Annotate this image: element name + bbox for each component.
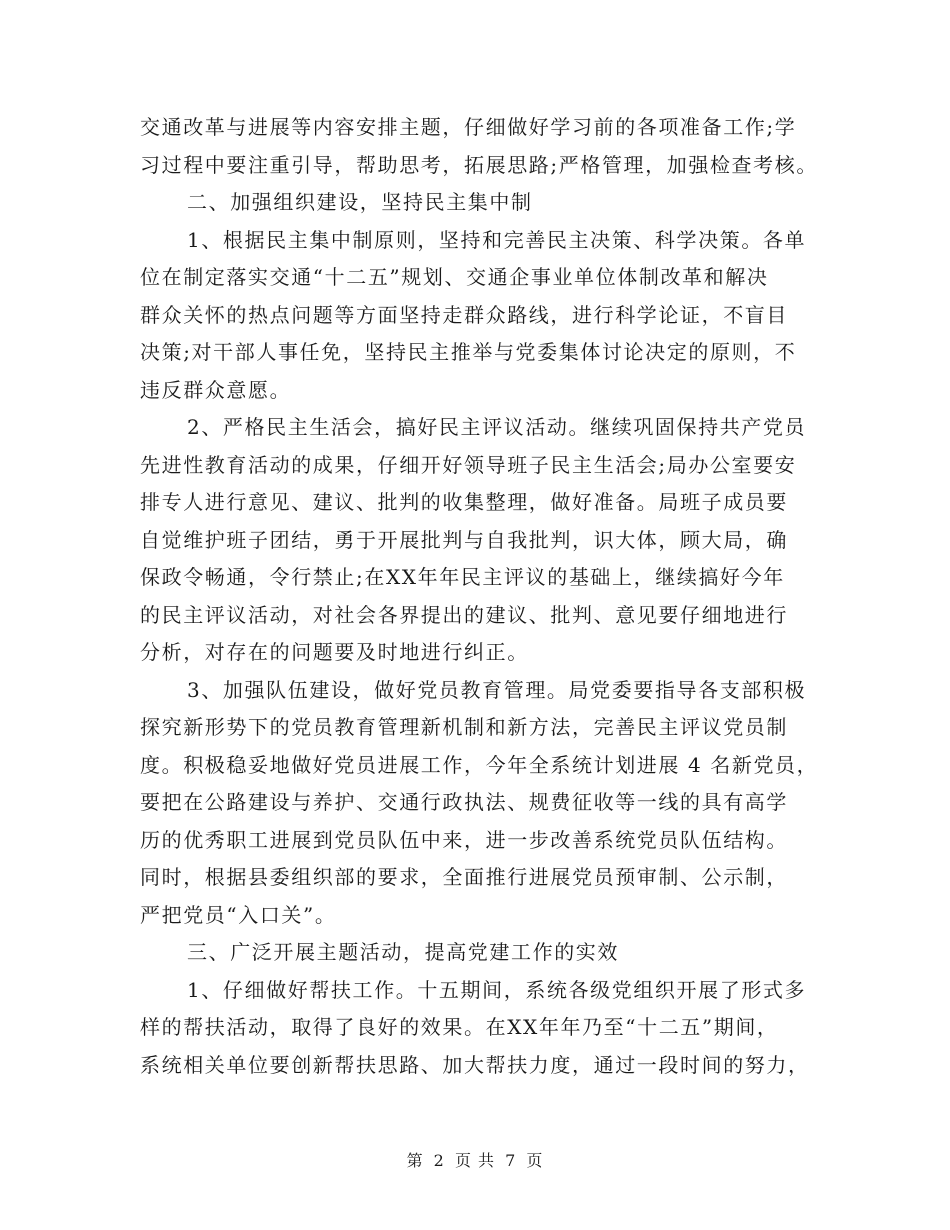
text-line: 系统相关单位要创新帮扶思路、加大帮扶力度，通过一段时间的努力， <box>140 1053 810 1077</box>
footer-prefix: 第 <box>406 1151 424 1170</box>
section-heading: 三、广泛开展主题活动，提高党建工作的实效 <box>187 940 619 964</box>
text-line: 同时，根据县委组织部的要求，全面推行进展党员预审制、公示制， <box>140 865 788 889</box>
text-line: 决策;对干部人事任免，坚持民主推举与党委集体讨论决定的原则，不 <box>140 340 797 364</box>
text-line: 3、加强队伍建设，做好党员教育管理。局党委要指导各支部积极 <box>187 678 807 702</box>
page-footer <box>0 1150 950 1172</box>
text-line: 分析，对存在的问题要及时地进行纠正。 <box>140 640 529 664</box>
text-line: 探究新形势下的党员教育管理新机制和新方法，完善民主评议党员制 <box>140 715 788 739</box>
text-line: 违反群众意愿。 <box>140 378 292 402</box>
text-line: 排专人进行意见、建议、批判的收集整理，做好准备。局班子成员要 <box>140 490 788 514</box>
text-line: 历的优秀职工进展到党员队伍中来，进一步改善系统党员队伍结构。 <box>140 828 788 852</box>
footer-suffix: 页 <box>526 1151 544 1170</box>
text-line: 2、严格民主生活会，搞好民主评议活动。继续巩固保持共产党员 <box>187 415 807 439</box>
text-line: 习过程中要注重引导，帮助思考，拓展思路;严格管理，加强检查考核。 <box>140 153 818 177</box>
text-line: 样的帮扶活动，取得了良好的效果。在XX年年乃至“十二五”期间， <box>140 1015 779 1039</box>
text-line: 要把在公路建设与养护、交通行政执法、规费征收等一线的具有高学 <box>140 790 788 814</box>
text-line: 严把党员“入口关”。 <box>140 903 337 927</box>
text-line: 1、根据民主集中制原则，坚持和完善民主决策、科学决策。各单 <box>187 228 807 252</box>
text-line: 保政令畅通，令行禁止;在XX年年民主评议的基础上，继续搞好今年 <box>140 565 785 589</box>
text-line: 先进性教育活动的成果，仔细开好领导班子民主生活会;局办公室要安 <box>140 453 797 477</box>
text-line: 的民主评议活动，对社会各界提出的建议、批判、意见要仔细地进行 <box>140 603 788 627</box>
footer-middle: 页 共 <box>454 1151 496 1170</box>
total-pages-number: 7 <box>505 1151 517 1170</box>
section-heading: 二、加强组织建设，坚持民主集中制 <box>187 190 533 214</box>
text-line: 群众关怀的热点问题等方面坚持走群众路线，进行科学论证，不盲目 <box>140 303 788 327</box>
text-line: 度。积极稳妥地做好党员进展工作，今年全系统计划进展 4 名新党员， <box>140 753 819 777</box>
text-line: 交通改革与进展等内容安排主题，仔细做好学习前的各项准备工作;学 <box>140 115 797 139</box>
text-line: 位在制定落实交通“十二五”规划、交通企事业单位体制改革和解决 <box>140 265 769 289</box>
current-page-number: 2 <box>433 1151 445 1170</box>
text-line: 1、仔细做好帮扶工作。十五期间，系统各级党组织开展了形式多 <box>187 978 807 1002</box>
text-line: 自觉维护班子团结，勇于开展批判与自我批判，识大体，顾大局，确 <box>140 528 788 552</box>
